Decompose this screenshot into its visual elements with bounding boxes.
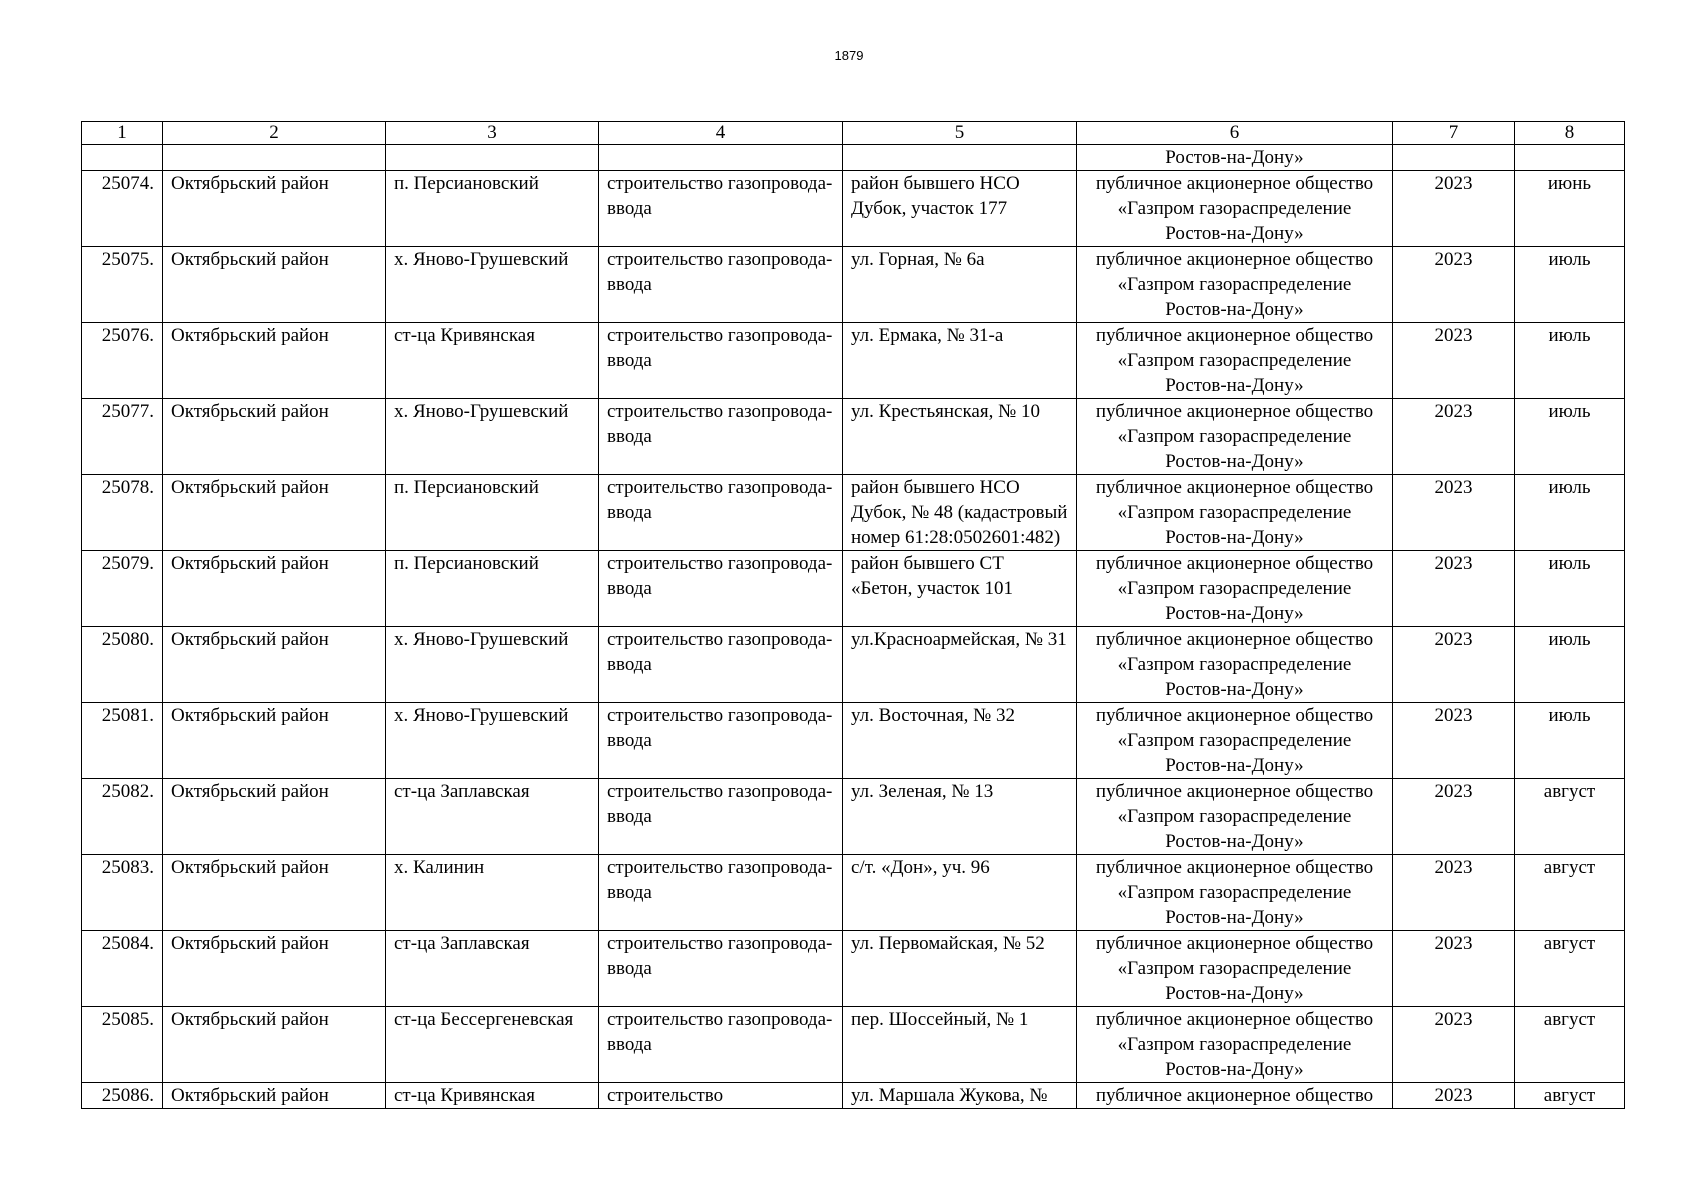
- district-cell: Октябрьский район: [163, 779, 386, 855]
- year-cell: 2023: [1393, 399, 1515, 475]
- month-cell: июль: [1515, 399, 1625, 475]
- organization-cell: публичное акционерное общество «Газпром газораспределение Ростов-на-Дону»: [1077, 247, 1393, 323]
- row-number-cell: 25078.: [82, 475, 163, 551]
- year-cell: 2023: [1393, 323, 1515, 399]
- work-type-cell: строительство газопровода-ввода: [599, 703, 843, 779]
- row-number-cell: 25076.: [82, 323, 163, 399]
- table-row: [82, 855, 1625, 931]
- organization-cell: публичное акционерное общество «Газпром газораспределение Ростов-на-Дону»: [1077, 475, 1393, 551]
- address-cell: пер. Шоссейный, № 1: [843, 1007, 1077, 1083]
- table-row: [82, 399, 1625, 475]
- column-number-row: [82, 122, 1625, 145]
- district-cell: Октябрьский район: [163, 1007, 386, 1083]
- organization-cell: публичное акционерное общество «Газпром газораспределение Ростов-на-Дону»: [1077, 399, 1393, 475]
- year-cell: 2023: [1393, 931, 1515, 1007]
- year-cell: 2023: [1393, 475, 1515, 551]
- page-number: 1879: [834, 48, 864, 63]
- year-cell: 2023: [1393, 1007, 1515, 1083]
- settlement-cell: ст-ца Бессергеневская: [386, 1007, 599, 1083]
- year-cell: 2023: [1393, 551, 1515, 627]
- table-row: [82, 703, 1625, 779]
- work-type-cell: строительство газопровода-ввода: [599, 931, 843, 1007]
- month-cell: август: [1515, 1007, 1625, 1083]
- work-type-cell: строительство газопровода-ввода: [599, 551, 843, 627]
- address-cell: с/т. «Дон», уч. 96: [843, 855, 1077, 931]
- empty-cell: [1393, 145, 1515, 171]
- work-type-cell: строительство газопровода-ввода: [599, 171, 843, 247]
- work-type-cell: строительство газопровода-ввода: [599, 779, 843, 855]
- organization-cell: публичное акционерное общество «Газпром газораспределение Ростов-на-Дону»: [1077, 171, 1393, 247]
- organization-cell: публичное акционерное общество «Газпром газораспределение Ростов-на-Дону»: [1077, 931, 1393, 1007]
- column-number: 6: [1077, 122, 1393, 145]
- table-row: [82, 627, 1625, 703]
- work-type-cell: строительство: [599, 1083, 843, 1109]
- month-cell: август: [1515, 779, 1625, 855]
- document-table: [81, 121, 1625, 1109]
- settlement-cell: х. Яново-Грушевский: [386, 399, 599, 475]
- address-cell: ул. Горная, № 6а: [843, 247, 1077, 323]
- settlement-cell: х. Яново-Грушевский: [386, 627, 599, 703]
- table-row: [82, 551, 1625, 627]
- work-type-cell: строительство газопровода-ввода: [599, 475, 843, 551]
- empty-cell: [386, 145, 599, 171]
- month-cell: август: [1515, 1083, 1625, 1109]
- address-cell: ул. Первомайская, № 52: [843, 931, 1077, 1007]
- settlement-cell: х. Калинин: [386, 855, 599, 931]
- column-number: 3: [386, 122, 599, 145]
- year-cell: 2023: [1393, 627, 1515, 703]
- address-cell: ул. Зеленая, № 13: [843, 779, 1077, 855]
- organization-cell: публичное акционерное общество «Газпром газораспределение Ростов-на-Дону»: [1077, 627, 1393, 703]
- organization-cell: публичное акционерное общество «Газпром газораспределение Ростов-на-Дону»: [1077, 779, 1393, 855]
- work-type-cell: строительство газопровода-ввода: [599, 855, 843, 931]
- year-cell: 2023: [1393, 171, 1515, 247]
- address-cell: ул. Крестьянская, № 10: [843, 399, 1077, 475]
- month-cell: июль: [1515, 627, 1625, 703]
- district-cell: Октябрьский район: [163, 247, 386, 323]
- year-cell: 2023: [1393, 1083, 1515, 1109]
- settlement-cell: ст-ца Заплавская: [386, 931, 599, 1007]
- district-cell: Октябрьский район: [163, 171, 386, 247]
- table-row: [82, 931, 1625, 1007]
- district-cell: Октябрьский район: [163, 323, 386, 399]
- district-cell: Октябрьский район: [163, 703, 386, 779]
- organization-cell: публичное акционерное общество «Газпром газораспределение Ростов-на-Дону»: [1077, 323, 1393, 399]
- month-cell: август: [1515, 855, 1625, 931]
- empty-cell: [163, 145, 386, 171]
- district-cell: Октябрьский район: [163, 551, 386, 627]
- work-type-cell: строительство газопровода-ввода: [599, 1007, 843, 1083]
- empty-cell: [843, 145, 1077, 171]
- settlement-cell: х. Яново-Грушевский: [386, 703, 599, 779]
- organization-cell: публичное акционерное общество «Газпром газораспределение Ростов-на-Дону»: [1077, 551, 1393, 627]
- empty-cell: [82, 145, 163, 171]
- row-number-cell: 25081.: [82, 703, 163, 779]
- column-number: 4: [599, 122, 843, 145]
- row-number-cell: 25075.: [82, 247, 163, 323]
- table-row: [82, 779, 1625, 855]
- table-row: [82, 323, 1625, 399]
- year-cell: 2023: [1393, 855, 1515, 931]
- table-row: [82, 171, 1625, 247]
- settlement-cell: п. Персиановский: [386, 475, 599, 551]
- organization-cell: публичное акционерное общество: [1077, 1083, 1393, 1109]
- row-number-cell: 25083.: [82, 855, 163, 931]
- work-type-cell: строительство газопровода-ввода: [599, 399, 843, 475]
- month-cell: июль: [1515, 703, 1625, 779]
- settlement-cell: ст-ца Кривянская: [386, 323, 599, 399]
- row-number-cell: 25086.: [82, 1083, 163, 1109]
- row-number-cell: 25080.: [82, 627, 163, 703]
- row-number-cell: 25074.: [82, 171, 163, 247]
- work-type-cell: строительство газопровода-ввода: [599, 627, 843, 703]
- district-cell: Октябрьский район: [163, 931, 386, 1007]
- table-row: [82, 1007, 1625, 1083]
- address-cell: ул. Восточная, № 32: [843, 703, 1077, 779]
- month-cell: июль: [1515, 323, 1625, 399]
- district-cell: Октябрьский район: [163, 475, 386, 551]
- address-cell: район бывшего СТ «Бетон, участок 101: [843, 551, 1077, 627]
- row-number-cell: 25084.: [82, 931, 163, 1007]
- settlement-cell: п. Персиановский: [386, 551, 599, 627]
- empty-cell: [1515, 145, 1625, 171]
- district-cell: Октябрьский район: [163, 399, 386, 475]
- table-body: [82, 122, 1625, 1109]
- column-number: 2: [163, 122, 386, 145]
- column-number: 8: [1515, 122, 1625, 145]
- continuation-row: [82, 145, 1625, 171]
- organization-cell: публичное акционерное общество «Газпром газораспределение Ростов-на-Дону»: [1077, 1007, 1393, 1083]
- address-cell: ул.Красноармейская, № 31: [843, 627, 1077, 703]
- column-number: 1: [82, 122, 163, 145]
- year-cell: 2023: [1393, 779, 1515, 855]
- table-row: [82, 247, 1625, 323]
- column-number: 5: [843, 122, 1077, 145]
- organization-cell: публичное акционерное общество «Газпром газораспределение Ростов-на-Дону»: [1077, 703, 1393, 779]
- district-cell: Октябрьский район: [163, 1083, 386, 1109]
- month-cell: июль: [1515, 475, 1625, 551]
- settlement-cell: ст-ца Кривянская: [386, 1083, 599, 1109]
- settlement-cell: х. Яново-Грушевский: [386, 247, 599, 323]
- address-cell: район бывшего НСО Дубок, участок 177: [843, 171, 1077, 247]
- month-cell: июль: [1515, 551, 1625, 627]
- row-number-cell: 25085.: [82, 1007, 163, 1083]
- work-type-cell: строительство газопровода-ввода: [599, 323, 843, 399]
- year-cell: 2023: [1393, 703, 1515, 779]
- table-row: [82, 1083, 1625, 1109]
- column-number: 7: [1393, 122, 1515, 145]
- address-cell: ул. Ермака, № 31-а: [843, 323, 1077, 399]
- row-number-cell: 25077.: [82, 399, 163, 475]
- settlement-cell: ст-ца Заплавская: [386, 779, 599, 855]
- settlement-cell: п. Персиановский: [386, 171, 599, 247]
- empty-cell: [599, 145, 843, 171]
- address-cell: район бывшего НСО Дубок, № 48 (кадастровый номер 61:28:0502601:482): [843, 475, 1077, 551]
- year-cell: 2023: [1393, 247, 1515, 323]
- table-row: [82, 475, 1625, 551]
- organization-cell: публичное акционерное общество «Газпром газораспределение Ростов-на-Дону»: [1077, 855, 1393, 931]
- address-cell: ул. Маршала Жукова, №: [843, 1083, 1077, 1109]
- month-cell: июль: [1515, 247, 1625, 323]
- row-number-cell: 25079.: [82, 551, 163, 627]
- org-continuation-cell: Ростов-на-Дону»: [1077, 145, 1393, 171]
- district-cell: Октябрьский район: [163, 627, 386, 703]
- month-cell: июнь: [1515, 171, 1625, 247]
- row-number-cell: 25082.: [82, 779, 163, 855]
- work-type-cell: строительство газопровода-ввода: [599, 247, 843, 323]
- district-cell: Октябрьский район: [163, 855, 386, 931]
- month-cell: август: [1515, 931, 1625, 1007]
